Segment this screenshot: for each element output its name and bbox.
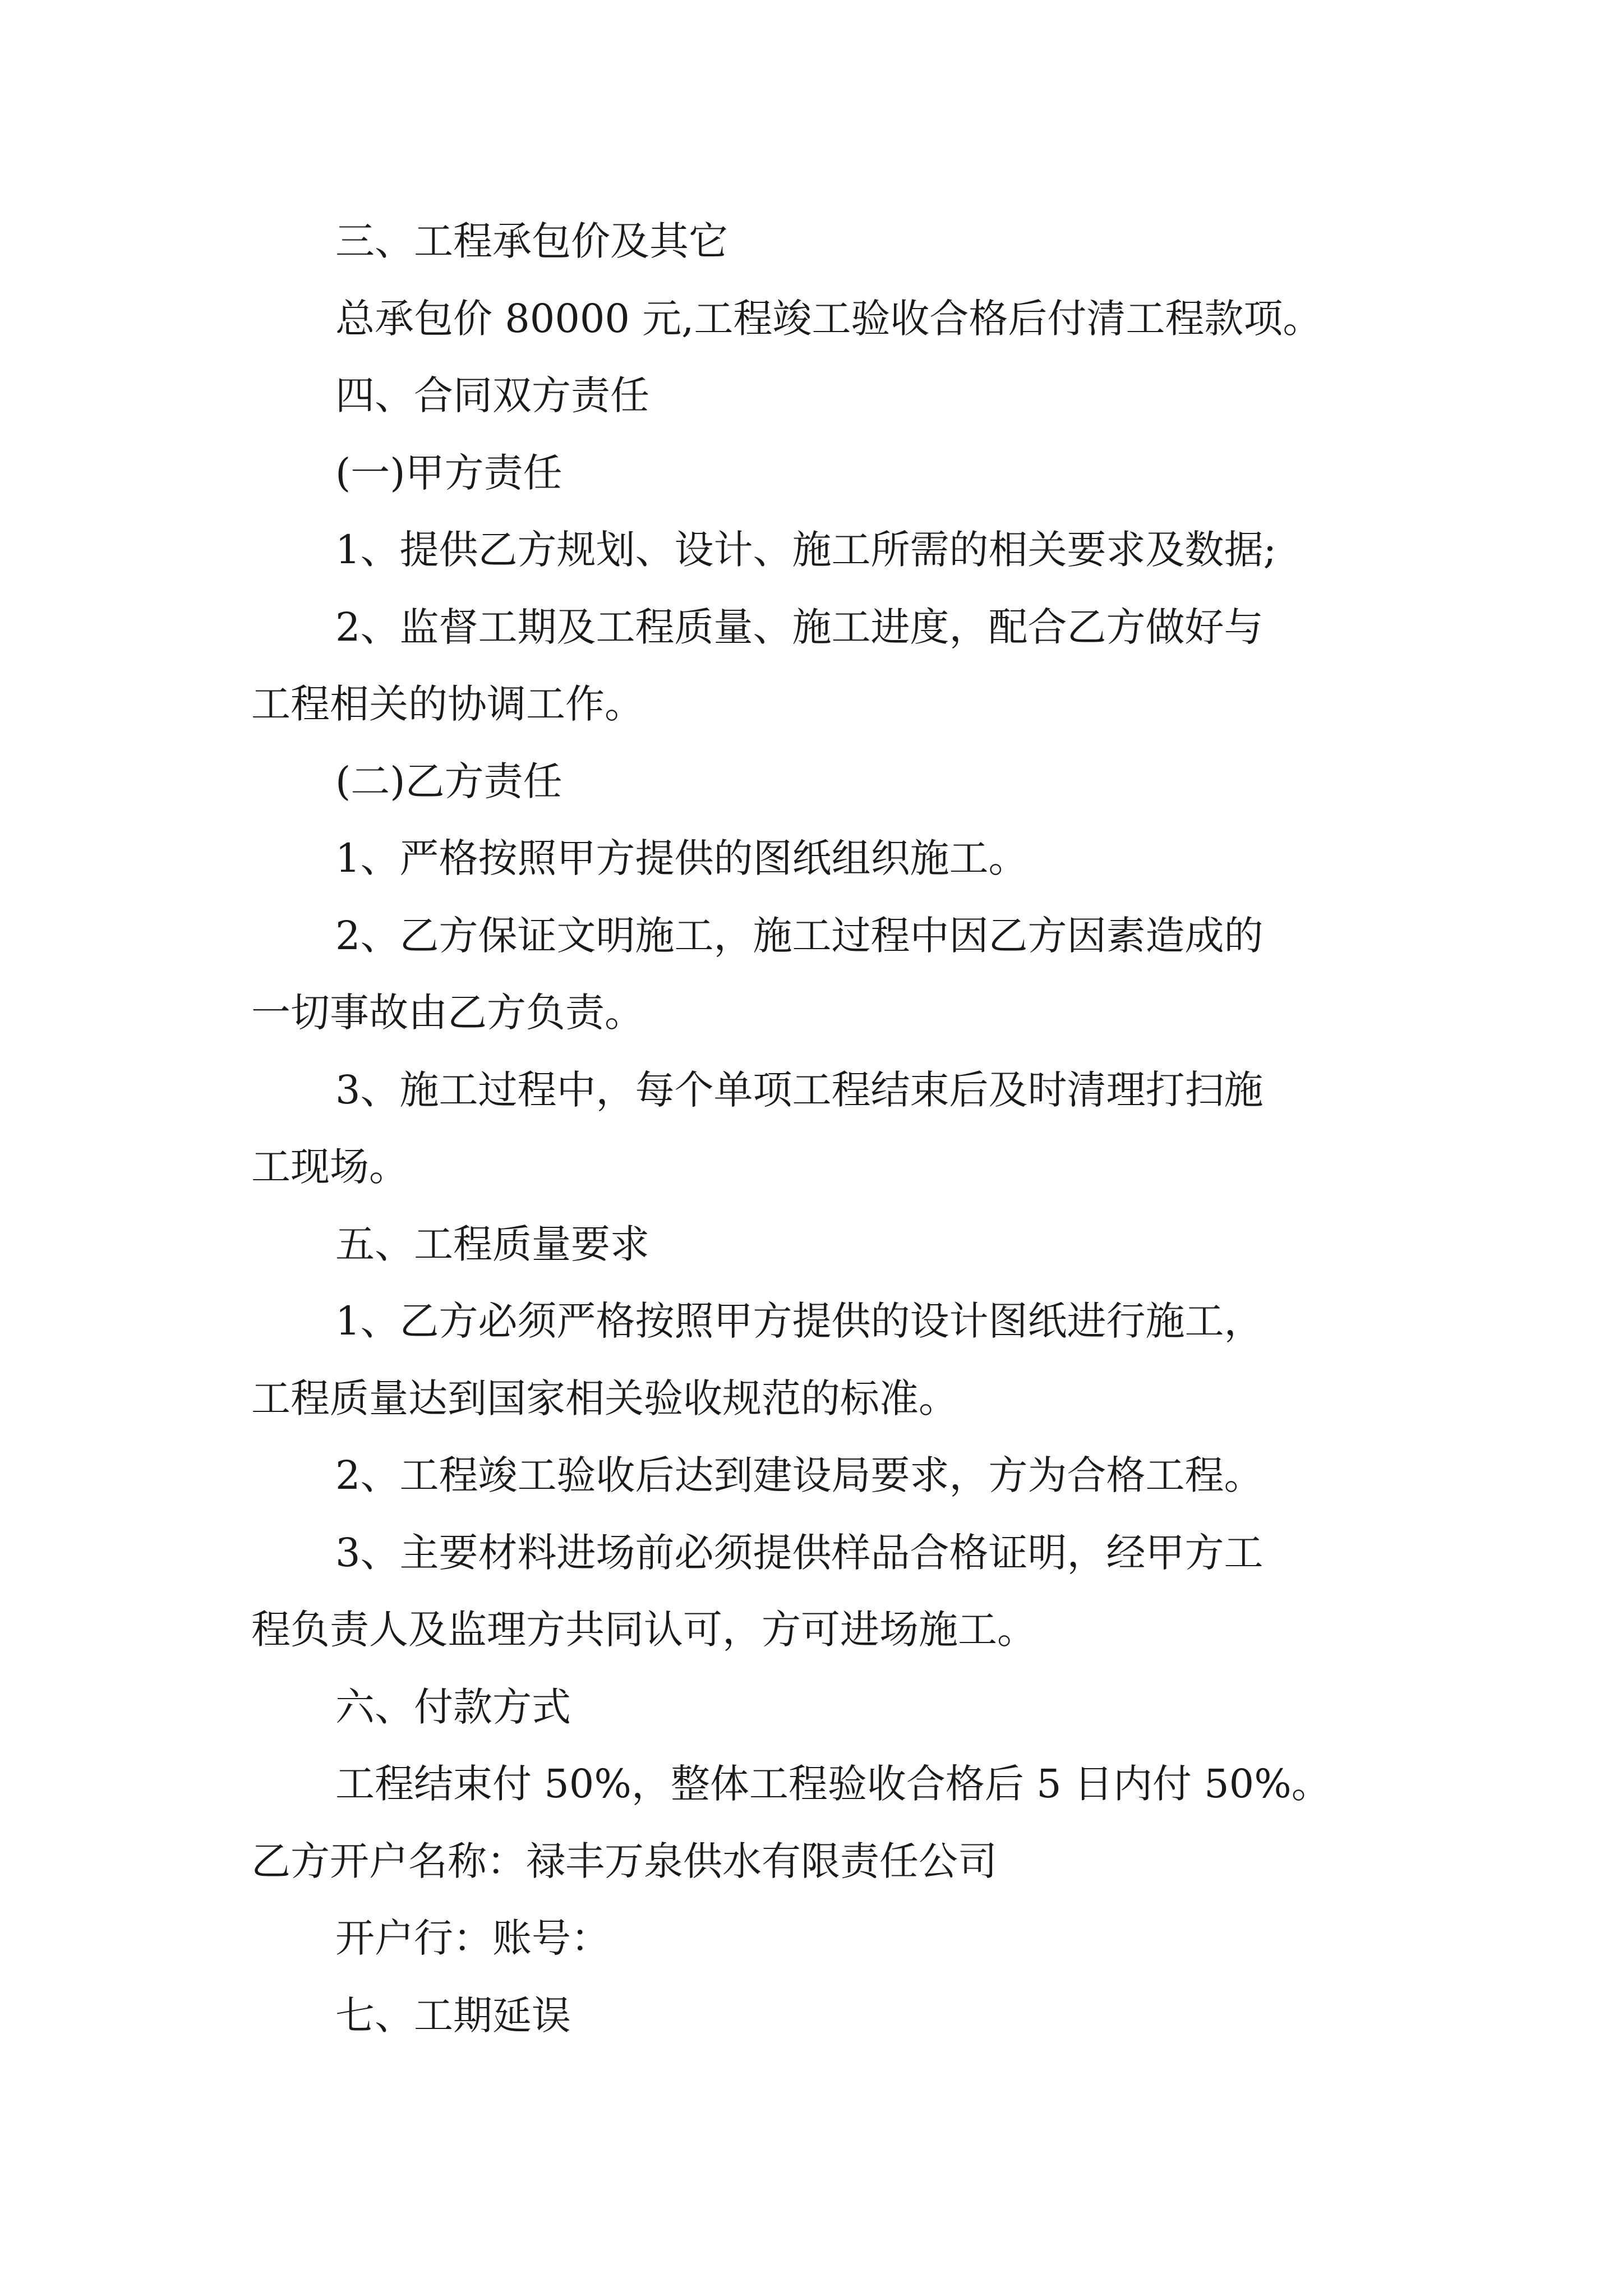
section-heading-responsibilities: 四、合同双方责任 <box>335 372 649 418</box>
section-heading-payment: 六、付款方式 <box>335 1683 571 1730</box>
paragraph-line: 2、监督工期及工程质量、施工进度，配合乙方做好与 <box>335 604 1264 650</box>
paragraph-line: 工现场。 <box>251 1144 408 1190</box>
paragraph-line: 工程结束付 50%，整体工程验收合格后 5 日内付 50%。 <box>335 1761 1331 1807</box>
section-heading-quality: 五、工程质量要求 <box>335 1221 649 1267</box>
paragraph-line: 2、工程竣工验收后达到建设局要求，方为合格工程。 <box>335 1452 1264 1498</box>
paragraph-line: 工程相关的协调工作。 <box>251 681 644 727</box>
paragraph-line: 1、提供乙方规划、设计、施工所需的相关要求及数据; <box>335 527 1277 573</box>
paragraph-line: 1、严格按照甲方提供的图纸组织施工。 <box>335 835 1028 881</box>
paragraph-line: 1、乙方必须严格按照甲方提供的设计图纸进行施工， <box>335 1298 1264 1344</box>
paragraph-line: 3、主要材料进场前必须提供样品合格证明，经甲方工 <box>335 1529 1264 1576</box>
paragraph-line: 2、乙方保证文明施工，施工过程中因乙方因素造成的 <box>335 912 1264 959</box>
paragraph-account-name: 乙方开户名称：禄丰万泉供水有限责任公司 <box>251 1838 997 1884</box>
section-heading-contract-price: 三、工程承包价及其它 <box>335 218 728 264</box>
paragraph-line: 工程质量达到国家相关验收规范的标准。 <box>251 1375 958 1421</box>
paragraph-line: 一切事故由乙方负责。 <box>251 990 644 1036</box>
paragraph-bank-account: 开户行：账号： <box>335 1915 610 1961</box>
section-heading-delay: 七、工期延误 <box>335 1992 571 2039</box>
document-body <box>251 203 1393 2054</box>
subheading-party-a: (一)甲方责任 <box>335 449 562 496</box>
paragraph-line: 3、施工过程中，每个单项工程结束后及时清理打扫施 <box>335 1066 1264 1113</box>
subheading-party-b: (二)乙方责任 <box>335 758 562 804</box>
paragraph-line: 程负责人及监理方共同认可，方可进场施工。 <box>251 1607 1036 1653</box>
paragraph-total-price: 总承包价 80000 元,工程竣工验收合格后付清工程款项。 <box>335 295 1322 342</box>
